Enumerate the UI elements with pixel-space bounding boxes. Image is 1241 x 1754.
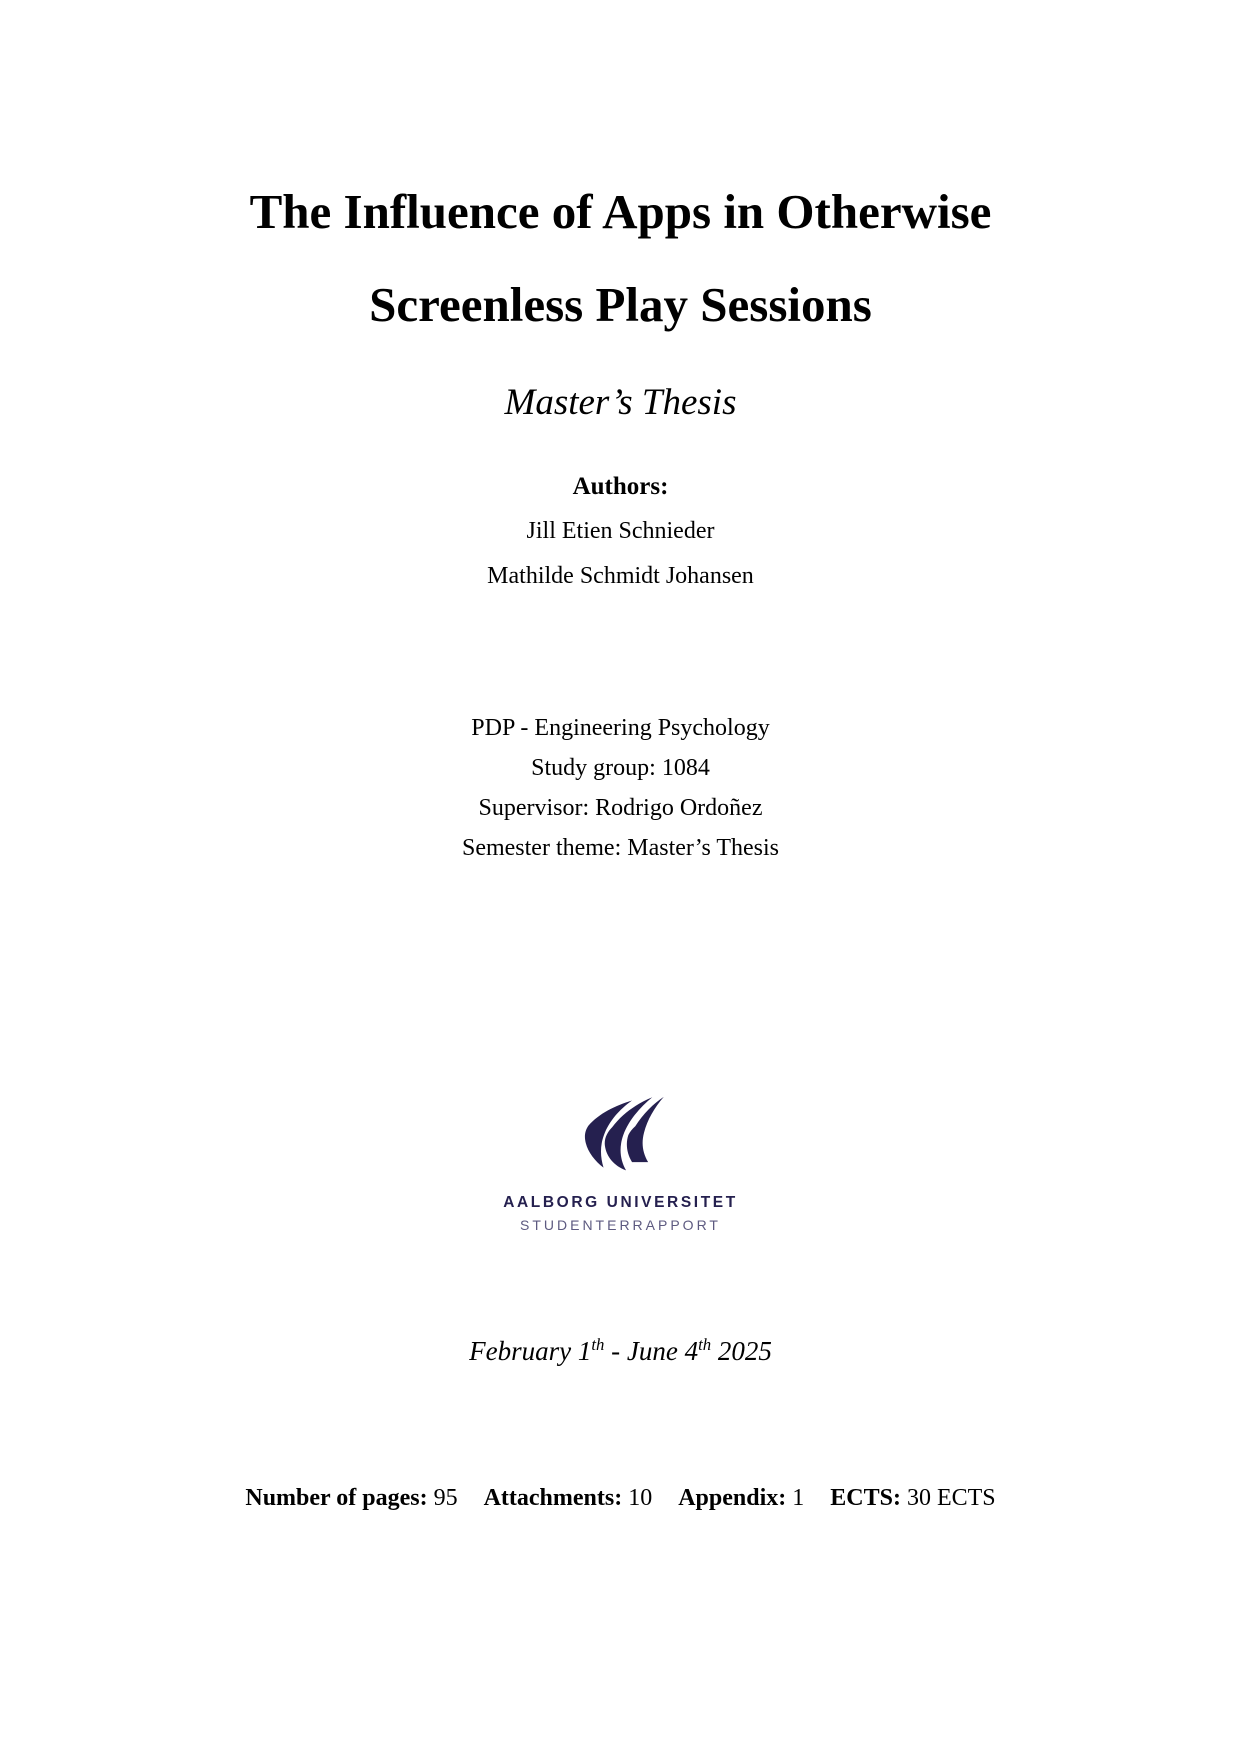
date-year: 2025 xyxy=(717,1336,772,1366)
study-group: Study group: 1084 xyxy=(531,755,710,781)
page-subtitle: Master’s Thesis xyxy=(504,382,737,423)
stat-value: 10 xyxy=(628,1485,653,1511)
authors-section xyxy=(0,465,1241,599)
supervisor: Supervisor: Rodrigo Ordoñez xyxy=(478,795,763,821)
stat-ects xyxy=(830,1485,995,1511)
document-stats xyxy=(0,1485,1241,1512)
aau-flame-icon xyxy=(575,1095,667,1175)
date-end-ordinal: th xyxy=(698,1335,712,1354)
date-separator: - xyxy=(604,1336,627,1366)
aau-wordmark: AALBORG UNIVERSITET xyxy=(503,1194,738,1211)
aalborg-university-logo xyxy=(0,1095,1241,1233)
author-name: Mathilde Schmidt Johansen xyxy=(487,563,754,589)
stat-value: 95 xyxy=(433,1485,458,1511)
stat-attachments xyxy=(484,1485,653,1511)
stat-label: ECTS: xyxy=(830,1485,901,1511)
stat-label: Attachments: xyxy=(483,1485,623,1511)
stat-value: 1 xyxy=(792,1485,805,1511)
stat-label: Number of pages: xyxy=(245,1485,428,1511)
date-end-day: 4 xyxy=(684,1336,699,1366)
study-programme: PDP - Engineering Psychology xyxy=(471,715,770,741)
date-start-day: 1 xyxy=(577,1336,592,1366)
stat-label: Appendix: xyxy=(678,1485,787,1511)
stat-number-of-pages xyxy=(245,1485,457,1511)
page-title xyxy=(0,165,1241,433)
title-line-2: Screenless Play Sessions xyxy=(369,277,872,332)
aau-submark: STUDENTERRAPPORT xyxy=(520,1217,721,1233)
stat-appendix xyxy=(678,1485,804,1511)
date-end-month: June xyxy=(626,1336,678,1366)
project-date-range xyxy=(0,1336,1241,1367)
date-start-month: February xyxy=(469,1336,572,1366)
stat-value: 30 ECTS xyxy=(906,1485,996,1511)
date-start-ordinal: th xyxy=(591,1335,605,1354)
authors-heading: Authors: xyxy=(572,473,669,500)
title-line-1: The Influence of Apps in Otherwise xyxy=(249,184,992,239)
author-name: Jill Etien Schnieder xyxy=(526,518,715,544)
study-info-section xyxy=(0,708,1241,868)
semester-theme: Semester theme: Master’s Thesis xyxy=(461,835,780,861)
